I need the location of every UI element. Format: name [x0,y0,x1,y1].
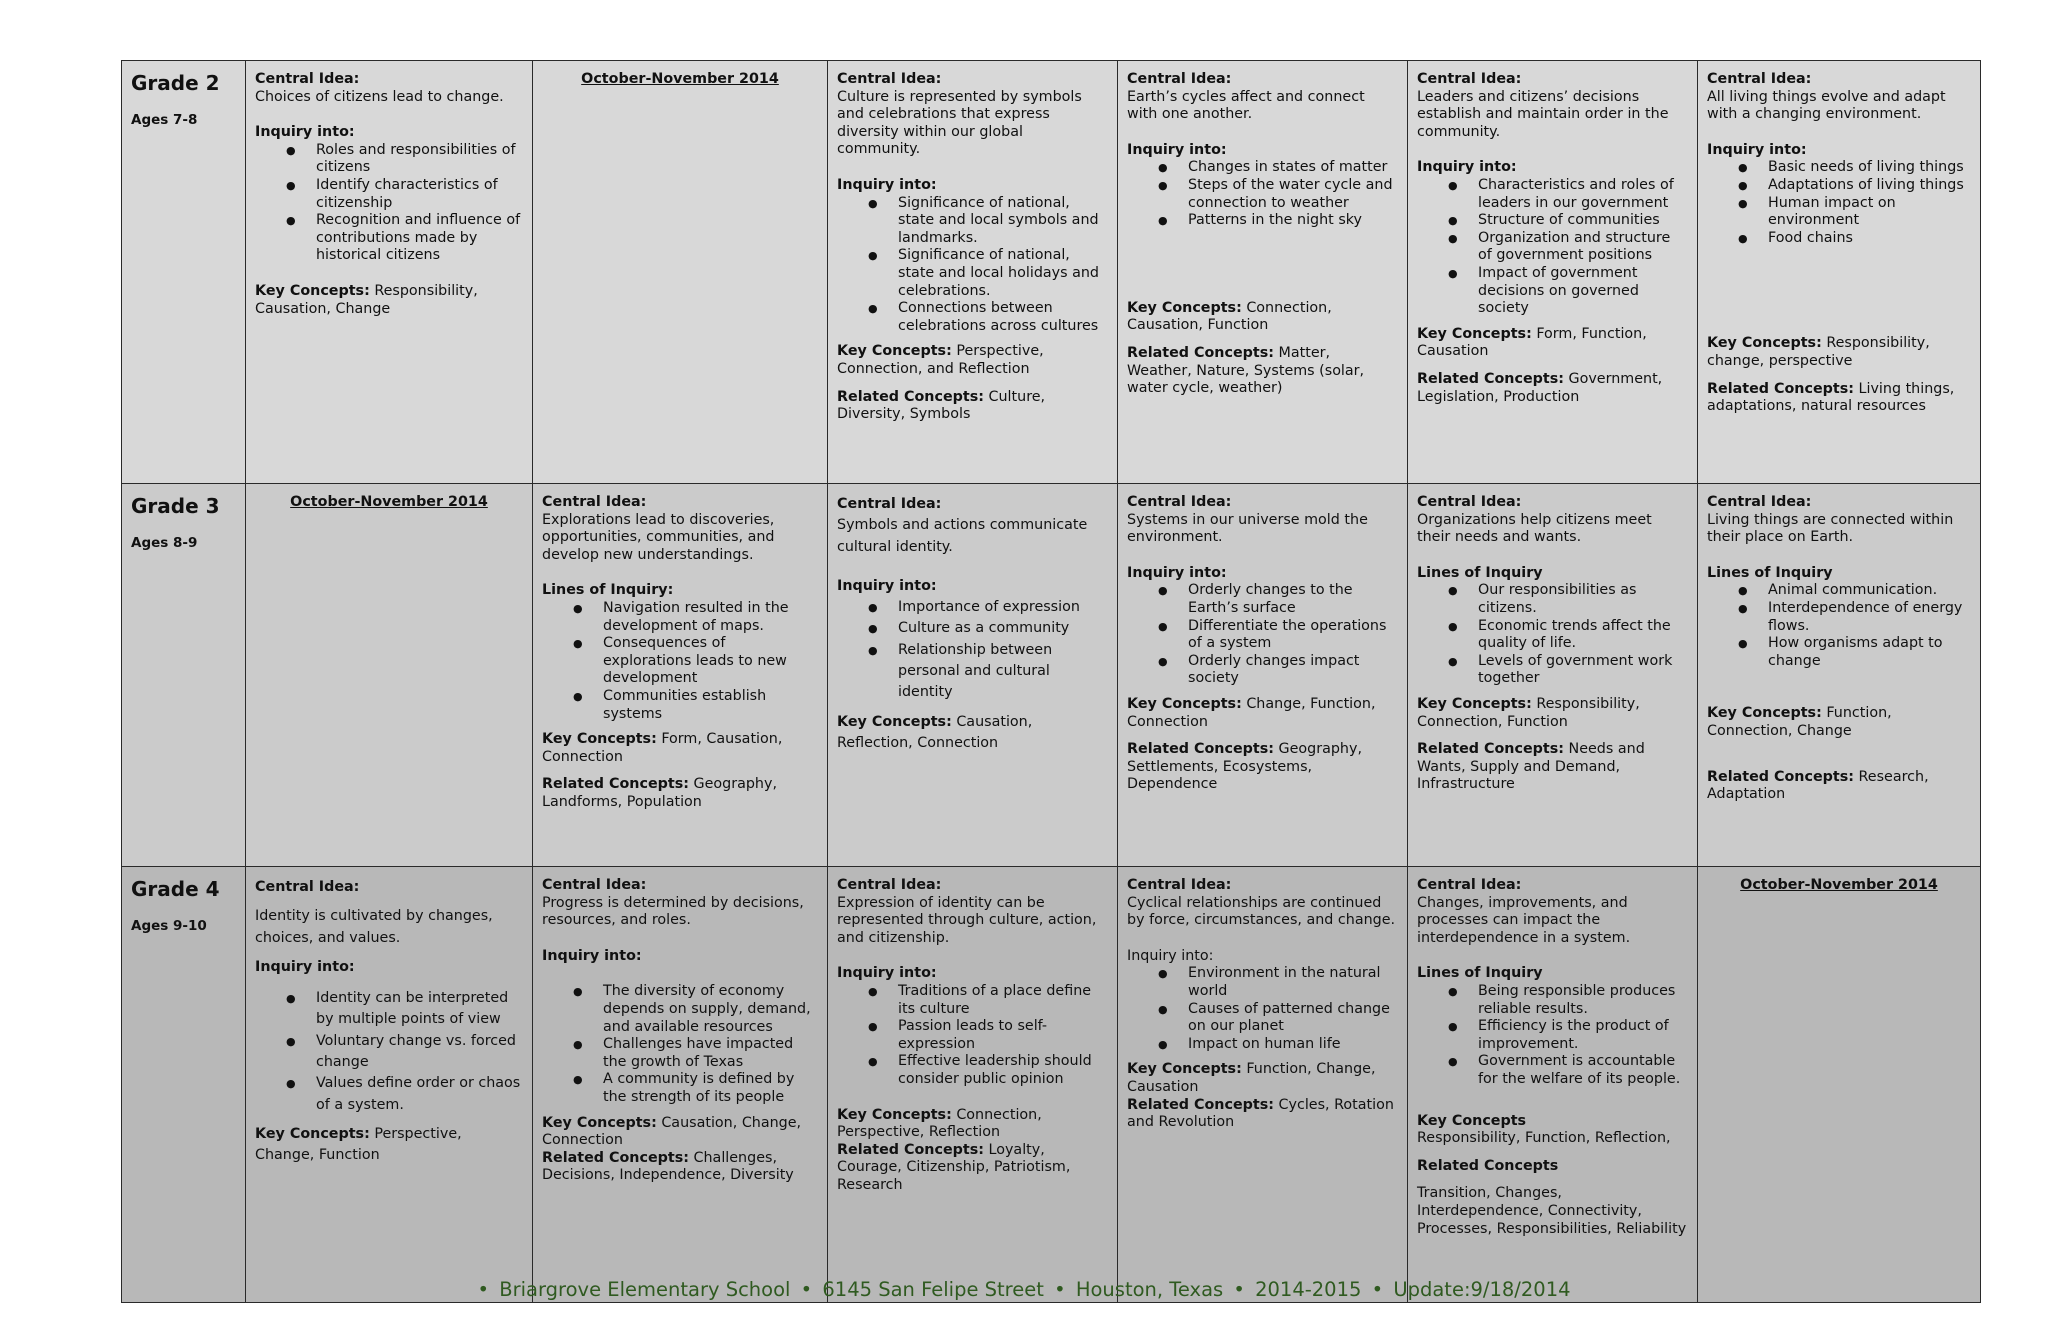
central-idea-text: Organizations help citizens meet their needs and wants. [1417,511,1652,546]
key-concepts [1707,705,1971,740]
footer-year: 2014-2015 [1255,1278,1362,1301]
inquiry-list [1707,159,1971,247]
unit-cell [1408,61,1698,484]
inquiry-item: ● Impact of government decisions on governed society [1478,265,1688,318]
program-of-inquiry-table [121,60,1981,1303]
inquiry-label: Inquiry into: [837,965,937,982]
inquiry-item: ● Economic trends affect the quality of life. [1478,618,1688,653]
inquiry-item: ● Identify characteristics of citizenship [316,177,523,212]
inquiry-item: ● Interdependence of energy flows. [1768,600,1971,635]
key-concepts [255,1124,523,1167]
inquiry-item: ● Causes of patterned change on our planet [1188,1001,1398,1036]
related-concepts-text: Loyalty, Courage, Citizenship, Patriotism, Research [837,1141,1071,1193]
key-concepts-text: Connection, Perspective, Reflection [837,1106,1042,1141]
central-idea-label: Central Idea: [1707,494,1812,510]
key-concepts-text: Perspective, Connection, and Reflection [837,343,1044,377]
inquiry-item: ● Organization and structure of government positions [1478,230,1688,265]
key-concepts [837,712,1108,755]
inquiry-label: Lines of Inquiry [1417,965,1543,982]
grade-3-row [122,484,1981,867]
central-idea-text: Explorations lead to discoveries, opportunities, communities, and develop new understandings. [542,511,775,563]
related-concepts-label: Related Concepts: [1417,741,1564,758]
related-concepts-label: Related Concepts [1417,1157,1559,1174]
inquiry-item: ● Orderly changes impact society [1188,653,1398,688]
central-idea-label: Central Idea: [1417,71,1522,87]
related-concepts-text: Transition, Changes, Interdependence, Connectivity, Processes, Responsibilities, Reliability [1417,1185,1687,1237]
key-concepts-text: Connection, Causation, Function [1127,299,1332,334]
inquiry-item: ● Basic needs of living things [1768,159,1971,177]
inquiry-label: Inquiry into: [1127,141,1227,158]
related-concepts-label: Related Concepts: [837,1141,984,1158]
inquiry-list [837,597,1108,703]
key-concepts-text: Form, Causation, Connection [542,731,783,765]
central-idea-label: Central Idea: [1127,494,1232,510]
related-concepts-text: Geography, Landforms, Population [542,776,777,810]
related-concepts [1707,769,1971,804]
related-concepts-label: Related Concepts: [1127,1096,1274,1113]
central-idea-text: Earth’s cycles affect and connect with one another. [1127,88,1365,123]
inquiry-list [542,983,818,1106]
central-idea-text: Living things are connected within their place on Earth. [1707,511,1954,546]
related-concepts [1417,371,1688,406]
key-concepts-label: Key Concepts: [1127,695,1242,712]
key-concepts [1707,335,1971,370]
key-concepts-text: Responsibility, Function, Reflection, [1417,1130,1671,1147]
grade-cell [122,484,246,867]
central-idea-label: Central Idea: [837,877,942,893]
central-idea-text: Identity is cultivated by changes, choices, and values. [255,908,493,946]
key-concepts-label: Key Concepts: [1417,325,1532,342]
ages-label: Ages 7-8 [131,112,198,128]
key-concepts-label: Key Concepts: [1127,1061,1242,1078]
inquiry-item: ● Connections between celebrations across cultures [898,300,1108,335]
central-idea-label: Central Idea: [1417,877,1522,893]
related-concepts [542,1150,818,1185]
inquiry-item: ● Differentiate the operations of a system [1188,618,1398,653]
key-concepts [1127,1061,1398,1096]
inquiry-item: ● Animal communication. [1768,582,1971,600]
related-concepts-label: Related Concepts: [1127,344,1274,361]
related-concepts-label: Related Concepts: [1127,741,1274,758]
inquiry-item: ● Government is accountable for the welfare of its people. [1478,1053,1688,1088]
unit-cell [1118,484,1408,867]
inquiry-list [837,983,1108,1089]
footer-bullet: • [477,1278,489,1301]
key-concepts-text: Change, Function, Connection [1127,695,1376,730]
inquiry-list [1417,177,1688,318]
grade-title: Grade 3 [131,494,220,518]
grade-4-row [122,867,1981,1303]
footer-bullet: • [1233,1278,1245,1301]
related-concepts-label: Related Concepts: [837,388,984,405]
inquiry-label: Inquiry into: [1127,564,1227,581]
key-concepts-text: Responsibility, Connection, Function [1417,695,1640,730]
unit-date: October-November 2014 [1740,877,1938,893]
inquiry-item: ● Roles and responsibilities of citizens [316,142,523,177]
related-concepts-label: Related Concepts: [542,776,689,793]
key-concepts [1127,300,1398,335]
key-concepts [1127,696,1398,731]
inquiry-item: ● Challenges have impacted the growth of Texas [603,1036,818,1071]
key-concepts [255,283,523,318]
key-concepts-text: Function, Change, Causation [1127,1061,1376,1095]
central-idea-text: Culture is represented by symbols and celebrations that express diversity within our global community. [837,88,1082,158]
inquiry-list [542,600,818,723]
unit-cell [1698,867,1981,1303]
inquiry-item: ● Human impact on environment [1768,195,1971,230]
unit-cell [1698,61,1981,484]
footer-school: Briargrove Elementary School [499,1278,791,1301]
inquiry-item: ● Recognition and influence of contributions made by historical citizens [316,212,523,265]
key-concepts [542,731,818,766]
inquiry-item: ● Orderly changes to the Earth’s surface [1188,582,1398,617]
related-concepts-text: Culture, Diversity, Symbols [837,388,1046,423]
key-concepts-text: Causation, Change, Connection [542,1114,802,1149]
inquiry-item: ● Environment in the natural world [1188,965,1398,1000]
footer-bullet: • [800,1278,813,1301]
inquiry-label: Inquiry into: [1707,141,1807,158]
unit-cell [1408,867,1698,1303]
inquiry-label: Inquiry into: [542,947,642,964]
inquiry-item: ● Food chains [1768,230,1971,248]
key-concepts-text: Perspective, Change, Function [255,1125,462,1164]
grade-title: Grade 2 [131,71,220,95]
inquiry-item: ● Effective leadership should consider public opinion [898,1053,1108,1088]
unit-cell [533,484,828,867]
inquiry-item: ● Navigation resulted in the development of maps. [603,600,818,635]
inquiry-item: ● A community is defined by the strength of its people [603,1071,818,1106]
central-idea-text: Progress is determined by decisions, resources, and roles. [542,894,804,929]
related-concepts-text: Geography, Settlements, Ecosystems, Dependence [1127,741,1362,793]
central-idea-text: Choices of citizens lead to change. [255,88,504,105]
related-concepts [1127,345,1398,398]
inquiry-list [1127,965,1398,1053]
central-idea-label: Central Idea: [542,877,647,893]
central-idea-text: Cyclical relationships are continued by force, circumstances, and change. [1127,894,1396,929]
inquiry-label: Inquiry into: [255,958,355,975]
key-concepts [1417,696,1688,731]
related-concepts-text: Needs and Wants, Supply and Demand, Infrastructure [1417,741,1645,793]
key-concepts-label: Key Concepts: [1417,695,1532,712]
inquiry-item: ● Adaptations of living things [1768,177,1971,195]
related-concepts-text: Matter, Weather, Nature, Systems (solar, water cycle, weather) [1127,344,1365,397]
inquiry-list [1417,983,1688,1089]
inquiry-item: ● Levels of government work together [1478,653,1688,688]
central-idea-label: Central Idea: [255,71,360,87]
central-idea-label: Central Idea: [1127,71,1232,87]
inquiry-item: ● Structure of communities [1478,212,1688,230]
inquiry-item: ● How organisms adapt to change [1768,635,1971,670]
inquiry-label: Inquiry into: [837,176,937,193]
grade-2-row [122,61,1981,484]
unit-cell [246,484,533,867]
inquiry-list [255,142,523,265]
inquiry-label: Inquiry into: [1417,159,1517,176]
key-concepts-label: Key Concepts: [1127,299,1242,316]
unit-cell [828,61,1118,484]
inquiry-list [1127,582,1398,688]
key-concepts-text: Responsibility, Causation, Change [255,282,478,317]
central-idea-label: Central Idea: [542,494,647,510]
related-concepts-text: Challenges, Decisions, Independence, Diversity [542,1149,794,1184]
inquiry-item: ● Steps of the water cycle and connection to weather [1188,177,1398,212]
unit-cell [533,867,828,1303]
unit-cell [1118,867,1408,1303]
unit-cell [246,61,533,484]
key-concepts-label: Key Concepts: [542,1114,657,1131]
related-concepts [1127,1097,1398,1132]
central-idea-label: Central Idea: [1707,71,1812,87]
unit-cell [1408,484,1698,867]
inquiry-item: ● Significance of national, state and local symbols and landmarks. [898,195,1108,248]
related-concepts-label: Related Concepts: [542,1149,689,1166]
related-concepts [837,1142,1108,1195]
key-concepts [542,1115,818,1150]
key-concepts-text: Responsibility, change, perspective [1707,335,1930,369]
unit-cell [533,61,828,484]
inquiry-item: ● Values define order or chaos of a system. [316,1073,523,1116]
related-concepts [1127,741,1398,794]
unit-cell [828,484,1118,867]
unit-cell [828,867,1118,1303]
footer-bullet: • [1054,1278,1066,1301]
central-idea-text: Systems in our universe mold the environment. [1127,511,1368,546]
central-idea-text: Symbols and actions communicate cultural identity. [837,517,1088,555]
related-concepts-label: Related Concepts: [1707,380,1854,397]
related-concepts-text: Living things, adaptations, natural resources [1707,380,1955,415]
inquiry-label: Lines of Inquiry [1417,564,1543,581]
inquiry-list [255,988,523,1116]
key-concepts-text: Form, Function, Causation [1417,325,1647,360]
unit-date: October-November 2014 [290,494,488,510]
inquiry-item: ● Our responsibilities as citizens. [1478,582,1688,617]
unit-cell [246,867,533,1303]
key-concepts-label: Key Concepts: [255,282,370,299]
unit-date: October-November 2014 [581,71,779,87]
related-concepts-label: Related Concepts: [1707,768,1854,785]
key-concepts-label: Key Concepts: [1707,335,1822,352]
related-concepts [1707,381,1971,416]
related-concepts-text: Cycles, Rotation and Revolution [1127,1096,1394,1131]
inquiry-label: Inquiry into: [837,577,937,594]
inquiry-label: Lines of Inquiry: [542,582,674,599]
ages-label: Ages 9-10 [131,918,207,934]
key-concepts [837,343,1108,378]
key-concepts-label: Key Concepts: [837,713,952,730]
related-concepts-text: Government, Legislation, Production [1417,370,1663,405]
grade-title: Grade 4 [131,877,220,901]
inquiry-item: ● The diversity of economy depends on supply, demand, and available resources [603,983,818,1036]
related-concepts [1417,741,1688,794]
ages-label: Ages 8-9 [131,535,198,551]
key-concepts [837,1107,1108,1142]
central-idea-label: Central Idea: [1127,877,1232,893]
inquiry-item: ● Significance of national, state and local holidays and celebrations. [898,247,1108,300]
inquiry-item: ● Consequences of explorations leads to new development [603,635,818,688]
grade-cell [122,867,246,1303]
key-concepts-label: Key Concepts: [255,1125,370,1142]
central-idea-text: All living things evolve and adapt with a changing environment. [1707,88,1946,123]
inquiry-item: ● Characteristics and roles of leaders in our government [1478,177,1688,212]
inquiry-list [1127,159,1398,229]
inquiry-item: ● Importance of expression [898,597,1108,618]
unit-cell [1698,484,1981,867]
inquiry-item: ● Traditions of a place define its culture [898,983,1108,1018]
related-concepts [542,776,818,811]
inquiry-item: ● Relationship between personal and cultural identity [898,640,1108,704]
inquiry-item: ● Patterns in the night sky [1188,212,1398,230]
key-concepts-label: Key Concepts [1417,1112,1527,1129]
footer [0,1278,2048,1301]
inquiry-item: ● Voluntary change vs. forced change [316,1031,523,1074]
inquiry-list [1707,582,1971,670]
related-concepts-label: Related Concepts: [1417,370,1564,387]
footer-address: 6145 San Felipe Street [822,1278,1044,1301]
footer-bullet: • [1371,1278,1384,1301]
inquiry-label: Inquiry into: [255,124,355,141]
key-concepts-label: Key Concepts: [1707,705,1822,722]
related-concepts-text: Research, Adaptation [1707,768,1929,803]
key-concepts-label: Key Concepts: [542,731,657,748]
inquiry-item: ● Passion leads to self-expression [898,1018,1108,1053]
central-idea-text: Leaders and citizens’ decisions establish and maintain order in the community. [1417,88,1669,140]
inquiry-item: ● Communities establish systems [603,688,818,723]
central-idea-text: Changes, improvements, and processes can impact the interdependence in a system. [1417,894,1631,946]
key-concepts-text: Function, Connection, Change [1707,705,1892,739]
inquiry-item: ● Being responsible produces reliable results. [1478,983,1688,1018]
inquiry-list [1417,582,1688,688]
related-concepts [837,389,1108,424]
inquiry-label: Lines of Inquiry [1707,564,1833,581]
key-concepts [1417,326,1688,361]
footer-city: Houston, Texas [1075,1278,1224,1301]
central-idea-label: Central Idea: [837,496,942,512]
key-concepts-label: Key Concepts: [837,1106,952,1123]
inquiry-item: ● Identity can be interpreted by multiple points of view [316,988,523,1031]
central-idea-label: Central Idea: [255,879,360,895]
inquiry-list [837,195,1108,336]
grade-cell [122,61,246,484]
central-idea-text: Expression of identity can be represented through culture, action, and citizenship. [837,894,1097,946]
key-concepts-label: Key Concepts: [837,343,952,360]
central-idea-label: Central Idea: [837,71,942,87]
inquiry-item: ● Impact on human life [1188,1036,1398,1054]
inquiry-item: ● Efficiency is the product of improvement. [1478,1018,1688,1053]
footer-update: Update:9/18/2014 [1393,1278,1571,1301]
unit-cell [1118,61,1408,484]
central-idea-label: Central Idea: [1417,494,1522,510]
key-concepts-text: Causation, Reflection, Connection [837,713,1033,751]
inquiry-label: Inquiry into: [1127,947,1214,964]
inquiry-item: ● Culture as a community [898,618,1108,639]
inquiry-item: ● Changes in states of matter [1188,159,1398,177]
